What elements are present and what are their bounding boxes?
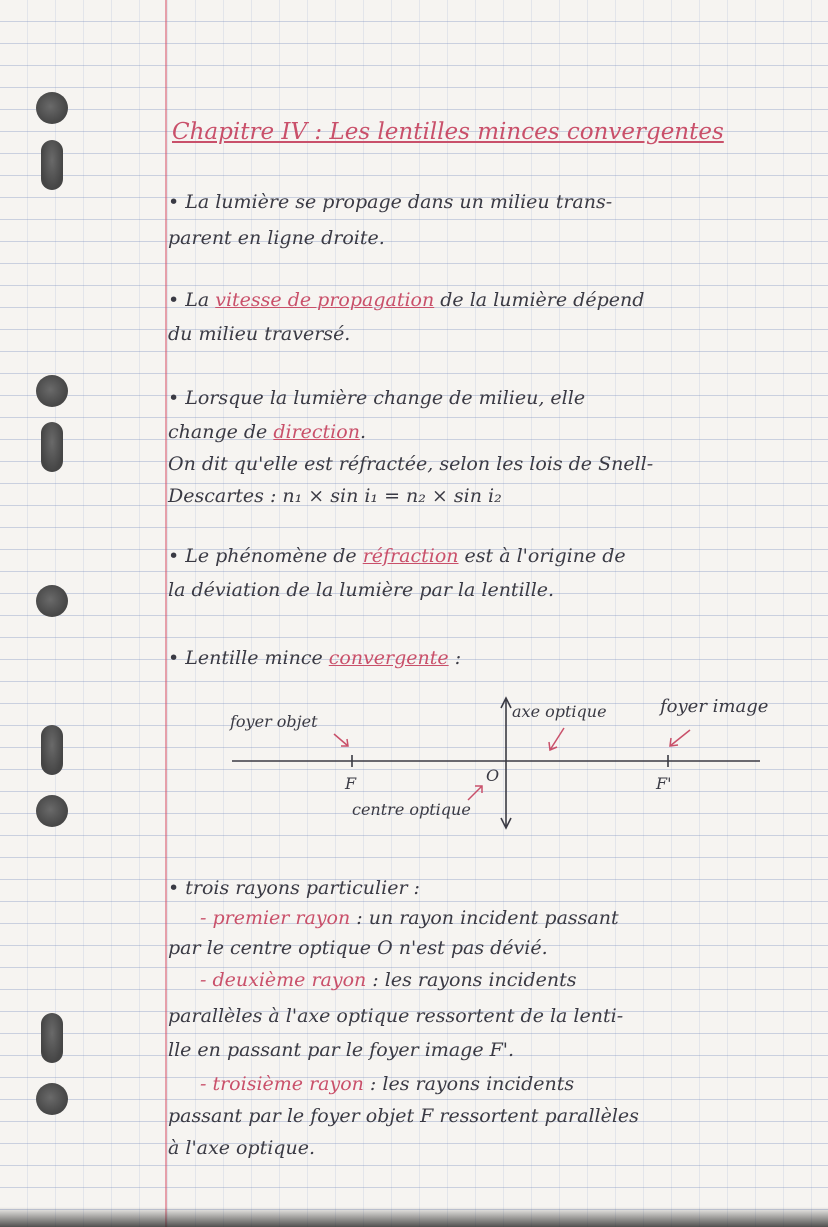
page-title: Chapitre IV : Les lentilles minces convergentes bbox=[172, 119, 724, 145]
ray-1-label: - premier rayon bbox=[200, 907, 351, 929]
text: • Le phénomène de bbox=[168, 545, 363, 567]
highlight-term: direction bbox=[273, 421, 360, 443]
note-line: • trois rayons particulier : bbox=[168, 877, 420, 899]
ray-3-label: - troisième rayon bbox=[200, 1073, 364, 1095]
ray-3-line bbox=[200, 1072, 574, 1096]
highlight-term: vitesse de propagation bbox=[215, 289, 435, 311]
arrow-centre-optique bbox=[468, 786, 482, 800]
text: • Lentille mince bbox=[168, 647, 329, 669]
highlight-term: réfraction bbox=[362, 545, 459, 567]
text: : bbox=[448, 647, 462, 669]
ray-2-label: - deuxième rayon bbox=[200, 969, 367, 991]
text: : les rayons incidents bbox=[366, 969, 577, 991]
arrow-foyer-objet bbox=[334, 734, 348, 746]
ray-1-line bbox=[200, 906, 619, 930]
note-line: du milieu traversé. bbox=[168, 323, 351, 345]
note-line: parent en ligne droite. bbox=[168, 227, 385, 249]
note-line: par le centre optique O n'est pas dévié. bbox=[168, 937, 548, 959]
text: . bbox=[359, 421, 366, 443]
note-line: • La lumière se propage dans un milieu trans- bbox=[168, 191, 613, 213]
label-foyer-objet: foyer objet bbox=[230, 712, 318, 731]
note-line: parallèles à l'axe optique ressortent de la lenti- bbox=[168, 1005, 624, 1027]
ray-2-line bbox=[200, 968, 577, 992]
note-line: On dit qu'elle est réfractée, selon les lois de Snell- bbox=[168, 453, 654, 475]
text: de la lumière dépend bbox=[434, 289, 645, 311]
note-line: la déviation de la lumière par la lentille. bbox=[168, 579, 555, 601]
text: • La bbox=[168, 289, 216, 311]
note-line: passant par le foyer objet F ressortent parallèles bbox=[168, 1105, 639, 1127]
arrow-axe-optique bbox=[550, 728, 564, 750]
label-O: O bbox=[486, 766, 500, 785]
text: change de bbox=[168, 421, 274, 443]
note-line: • Lorsque la lumière change de milieu, elle bbox=[168, 387, 586, 409]
note-line: à l'axe optique. bbox=[168, 1137, 315, 1159]
text: : les rayons incidents bbox=[363, 1073, 575, 1095]
label-centre-optique: centre optique bbox=[352, 800, 471, 819]
label-F-prime: F' bbox=[656, 774, 672, 793]
arrow-foyer-image bbox=[670, 730, 690, 746]
highlight-term: convergente bbox=[328, 647, 449, 669]
label-F: F bbox=[345, 774, 357, 793]
page-edge-shadow bbox=[0, 1207, 828, 1227]
text: est à l'origine de bbox=[458, 545, 626, 567]
label-foyer-image: foyer image bbox=[660, 696, 769, 717]
text: : un rayon incident passant bbox=[350, 907, 619, 929]
label-axe-optique: axe optique bbox=[512, 702, 607, 721]
note-line: lle en passant par le foyer image F'. bbox=[168, 1039, 515, 1061]
formula-line: Descartes : n₁ × sin i₁ = n₂ × sin i₂ bbox=[168, 485, 502, 507]
